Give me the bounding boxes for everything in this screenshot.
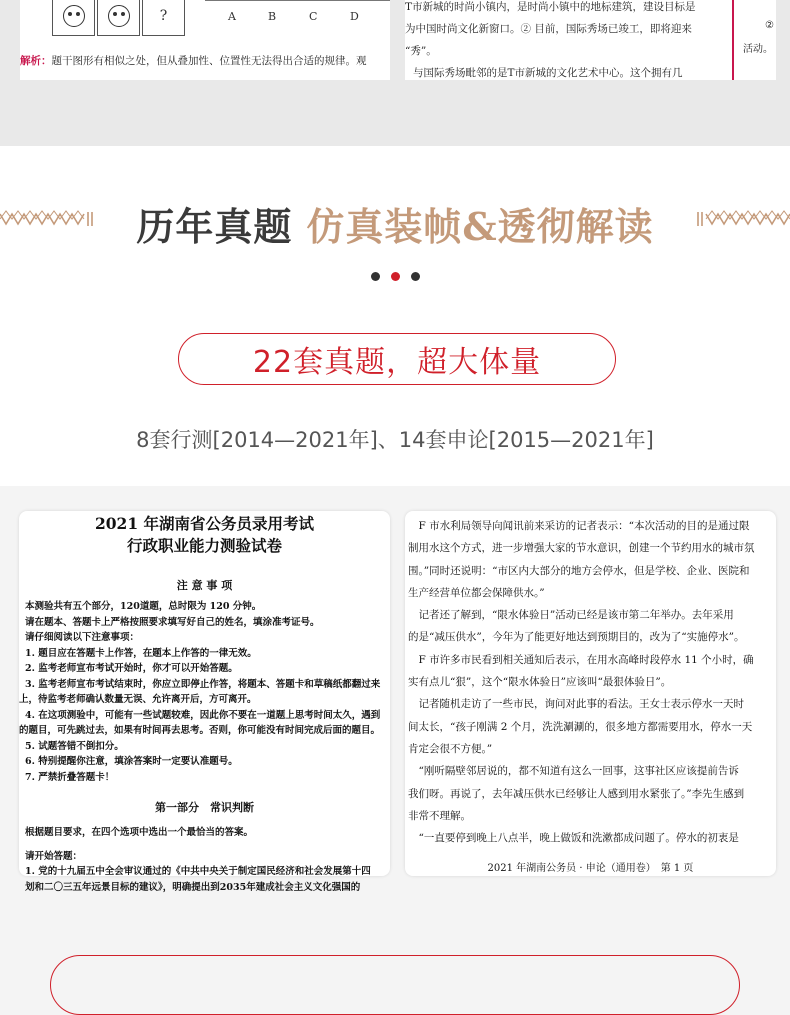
essay-line: “刚听隔壁邻居说的，都不知道有这么一回事，这事社区应该提前告诉	[408, 765, 739, 778]
snippet-line: T市新城的时尚小镇内，是时尚小镇中的地标建筑，建设目标是	[405, 1, 696, 13]
instruction-line: 根据题目要求，在四个选项中选出一个最恰当的答案。	[25, 827, 254, 838]
answer-snippet-left	[20, 0, 390, 80]
carousel-dots	[0, 272, 790, 281]
pill-text: 22套真题，超大体量	[252, 345, 542, 380]
essay-line: 制用水这个方式，进一步增强大家的节水意识，创建一个节约用水的城市氛	[408, 542, 755, 555]
notice-line: 请仔细阅读以下注意事项：	[25, 632, 140, 643]
snippet-line: 与国际秀场毗邻的是T市新城的文化艺术中心。这个拥有几	[413, 67, 683, 79]
notice-line: 7. 严禁折叠答题卡！	[25, 771, 115, 783]
essay-line: F 市水利局领导向闻讯前来采访的记者表示：“本次活动的目的是通过限	[408, 520, 750, 532]
exam-paper-preview-right	[405, 511, 776, 876]
essay-line: 肯定会很不方便。”	[408, 742, 493, 755]
question-mark: ?	[159, 8, 168, 24]
margin-divider	[732, 0, 734, 80]
analysis-label: 解析：	[20, 55, 52, 67]
answer-heading: 请开始答题：	[25, 850, 83, 862]
exam-paper-preview-left	[19, 511, 390, 893]
notice-line: 上，待监考老师确认数量无误、允许离开后，方可离开。	[19, 694, 257, 705]
next-section-pill	[50, 955, 740, 1015]
essay-line: 记者随机走访了一些市民，询问对此事的看法。王女士表示停水一天时	[408, 698, 744, 711]
essay-line: 的是“减压供水”，今年为了能更好地达到预期目的，改为了“实施停水”。	[408, 631, 745, 644]
section-subtitle: 8套行测[2014—2021年]、14套申论[2015—2021年]	[136, 428, 654, 452]
essay-line: 记者还了解到，“限水体验日”活动已经是该市第二年举办。去年采用	[408, 609, 734, 622]
previous-section-strip	[0, 0, 790, 146]
option-b: B	[268, 10, 277, 23]
notice-line: 5. 试题答错不倒扣分。	[25, 740, 124, 752]
analysis-text: 题干图形有相似之处，但从叠加性、位置性无法得出合适的规律。观	[51, 55, 367, 67]
carousel-dot-2[interactable]	[391, 272, 400, 281]
figure-cell-question	[142, 0, 185, 36]
part-title: 第一部分 常识判断	[155, 801, 254, 814]
feature-section	[0, 146, 790, 486]
margin-note: ②	[765, 20, 774, 31]
essay-line: F 市许多市民看到相关通知后表示，在用水高峰时段停水 11 个小时，确	[408, 653, 754, 666]
figure-cell	[52, 0, 95, 36]
option-d: D	[350, 10, 359, 23]
heading-main: 历年真题	[136, 204, 293, 249]
essay-line: 间太长，“孩子刚满 2 个月，洗洗涮涮的，很多地方都需要用水，停水一天	[408, 720, 753, 733]
essay-line: 实有点儿“狠”，这个“限水体验日”应该叫“最狠体验日”。	[408, 676, 672, 689]
page-footer: 2021 年湖南公务员 · 申论（通用卷） 第 1 页	[487, 863, 694, 874]
face-icon	[108, 5, 130, 27]
notice-line: 的题目，可先跳过去，如果有时间再去思考。否则，你可能没有时间完成后面的题目。	[19, 725, 381, 736]
margin-note: 活动。	[743, 44, 773, 55]
question-line: 划和二〇三五年远景目标的建议》，明确提出到2035年建成社会主义文化强国的	[25, 881, 361, 893]
essay-line: 我们呀。再说了，去年减压供水已经够让人感到用水紧张了。”李先生感到	[408, 787, 745, 800]
essay-line: 生产经营单位都会保障供水。”	[408, 586, 545, 599]
analysis-line	[20, 52, 367, 70]
option-a: A	[228, 10, 236, 23]
section-heading	[0, 196, 790, 251]
notice-line: 1. 题目应在答题卡上作答，在题本上作答的一律无效。	[25, 647, 257, 659]
answer-snippet-right	[405, 0, 776, 80]
essay-line: 非常不理解。	[408, 809, 471, 822]
essay-line: 围。”同时还说明：“市区内大部分的地方会停水，但是学校、企业、医院和	[408, 564, 750, 577]
options-divider	[205, 0, 390, 1]
face-icon	[63, 5, 85, 27]
notice-line: 3. 监考老师宣布考试结束时，你应立即停止作答，将题本、答题卡和草稿纸都翻过来	[25, 678, 381, 690]
notice-list	[19, 599, 384, 785]
figure-cell	[97, 0, 140, 36]
chevron-ornament-right-icon	[695, 210, 790, 228]
snippet-line: 为中国时尚文化新窗口。② 目前，国际秀场已竣工，即将迎来	[405, 23, 692, 35]
notice-line: 2. 监考老师宣布考试开始时，你才可以开始答题。	[25, 663, 238, 674]
notice-line: 6. 特别提醒你注意，填涂答案时一定要认准题号。	[25, 756, 238, 767]
essay-text	[405, 511, 776, 849]
paper-title: 2021 年湖南省公务员录用考试	[94, 514, 315, 533]
highlight-pill	[178, 333, 616, 385]
option-c: C	[309, 10, 318, 23]
heading-accent: 仿真装帧&透彻解读	[306, 204, 654, 249]
snippet-line: “秀”。	[405, 45, 437, 57]
carousel-dot-3[interactable]	[411, 272, 420, 281]
question-line: 1. 党的十九届五中全会审议通过的《中共中央关于制定国民经济和社会发展第十四	[25, 866, 371, 877]
notice-heading: 注 意 事 项	[176, 579, 233, 592]
notice-line: 请在题本、答题卡上严格按照要求填写好自己的姓名，填涂准考证号。	[25, 616, 320, 628]
notice-line: 本测验共有五个部分，120道题，总时限为 120 分钟。	[25, 601, 262, 612]
essay-line: “一直要停到晚上八点半，晚上做饭和洗漱都成问题了。停水的初衷是	[408, 832, 739, 845]
carousel-dot-1[interactable]	[371, 272, 380, 281]
notice-line: 4. 在这项测验中，可能有一些试题较难，因此你不要在一道题上思考时间太久，遇到	[25, 709, 381, 721]
paper-subtitle: 行政职业能力测验试卷	[126, 536, 282, 555]
